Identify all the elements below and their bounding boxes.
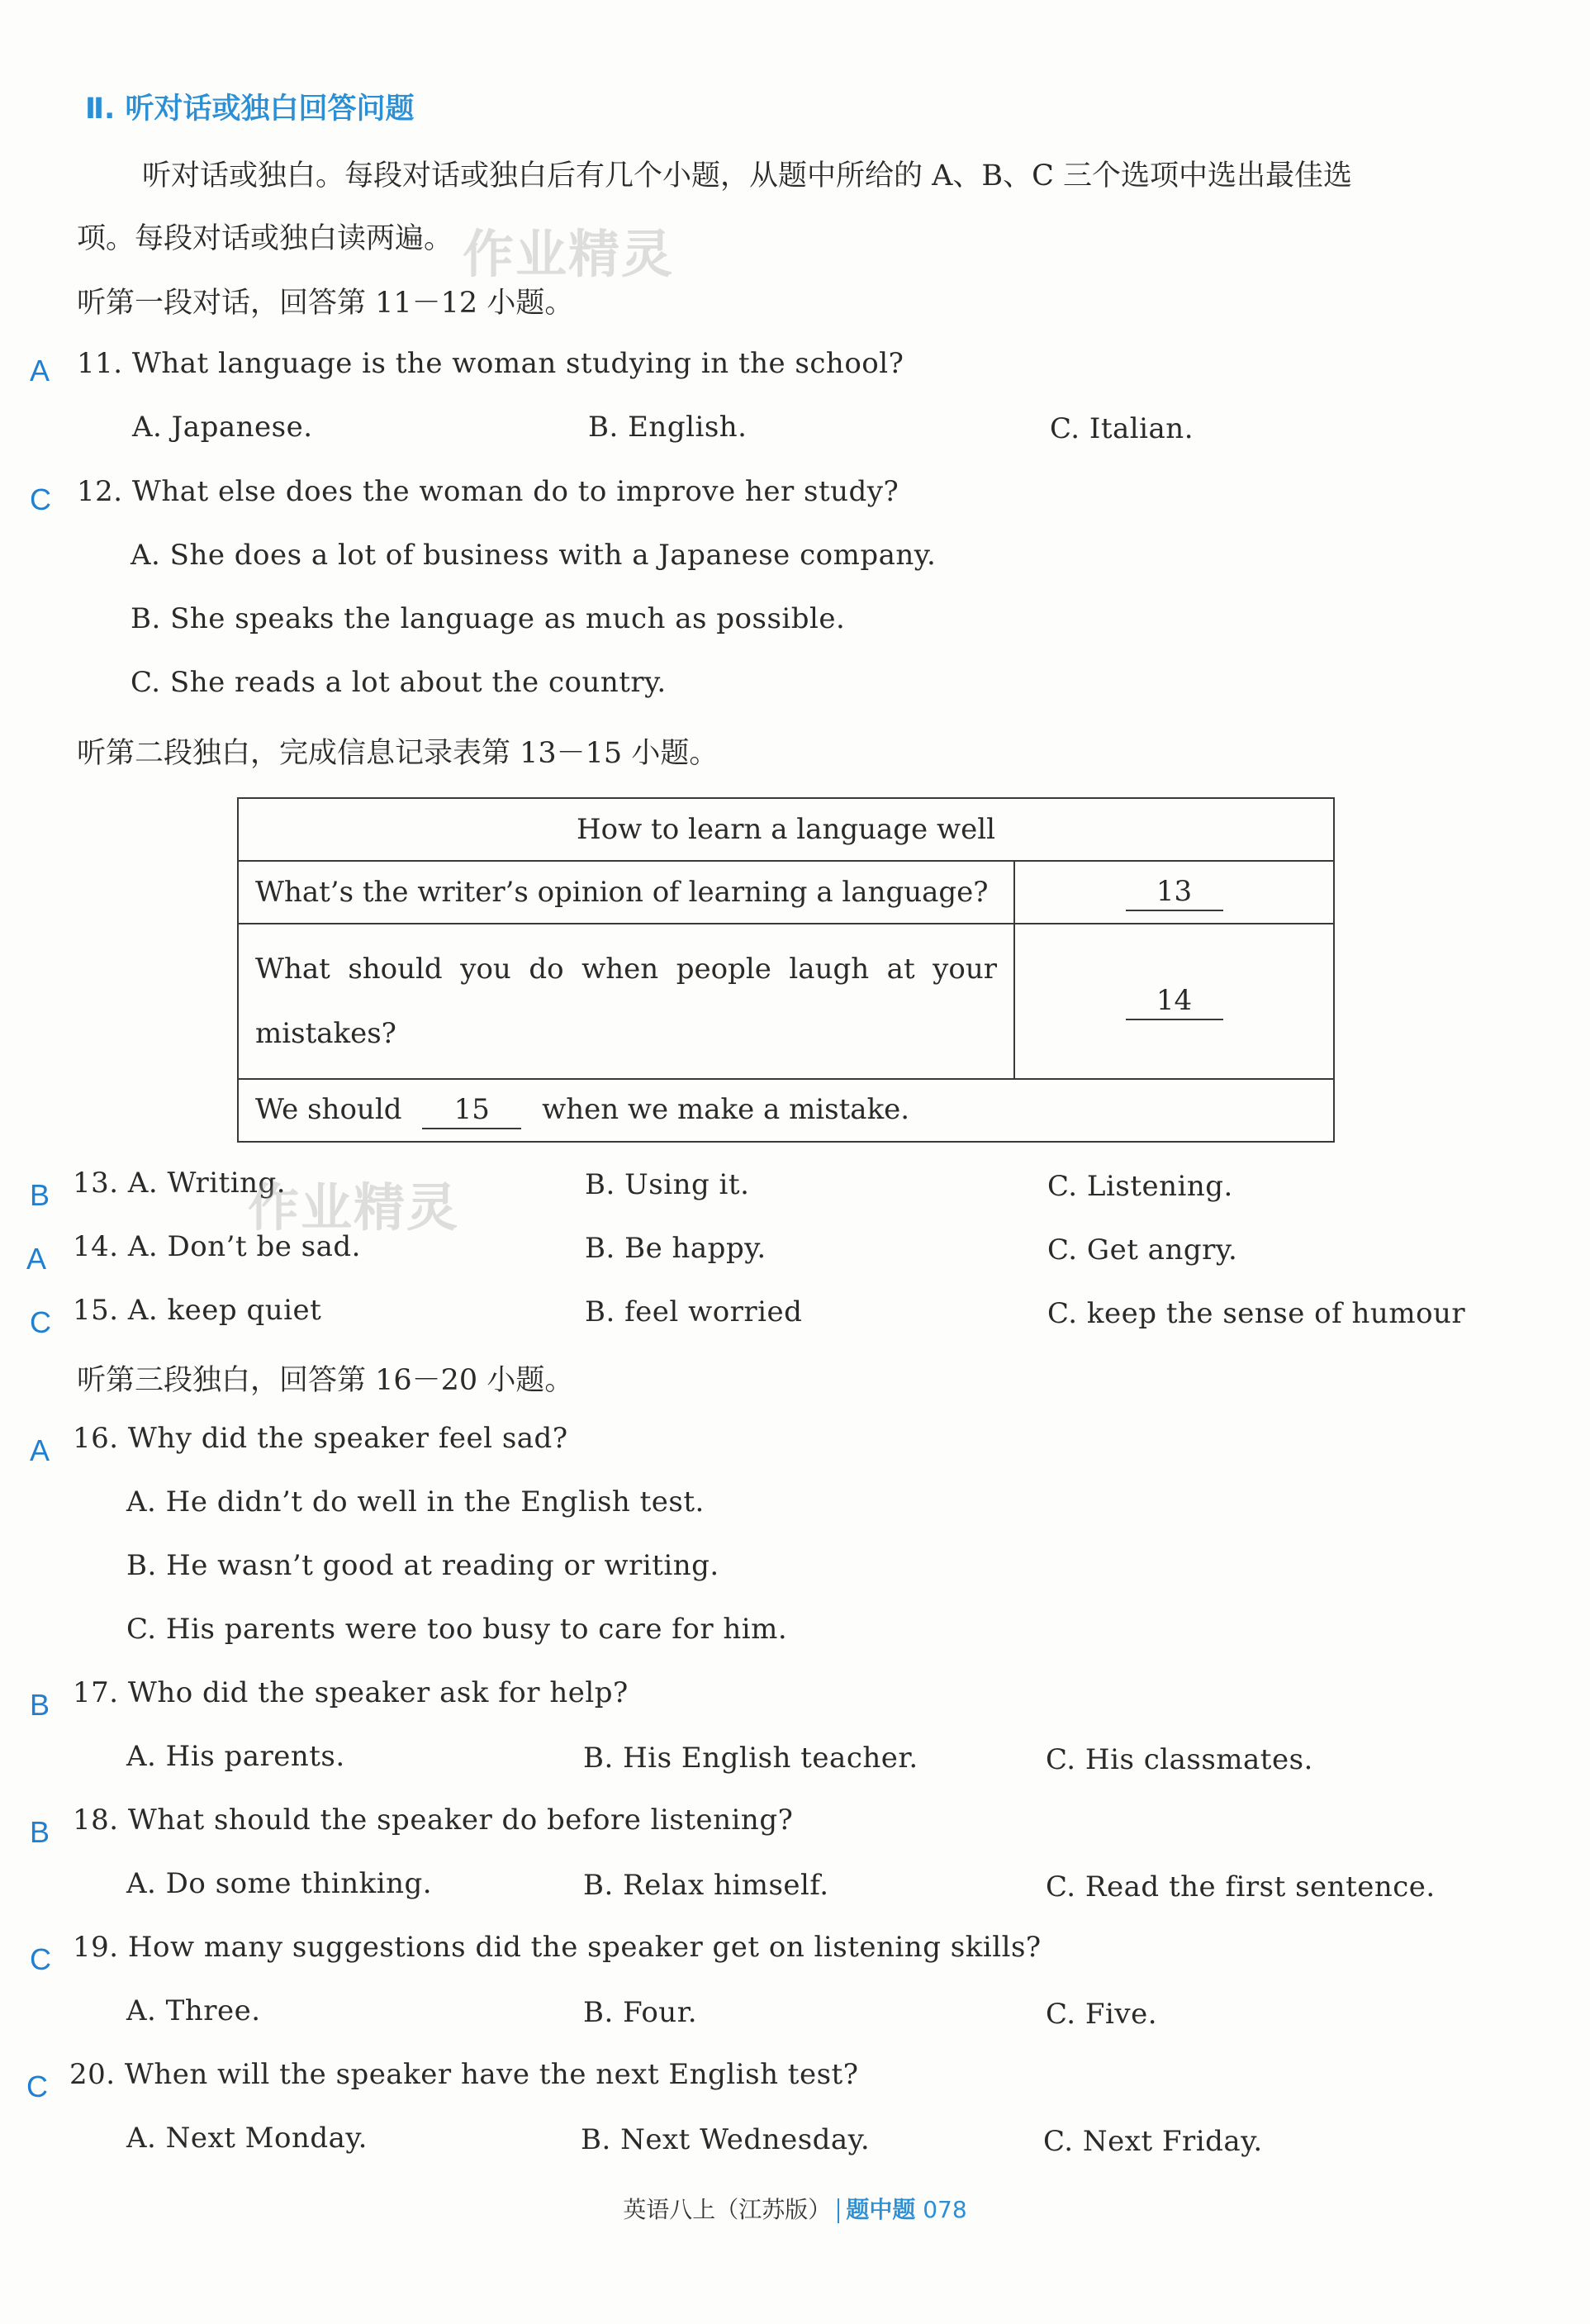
option-b: B. Four.: [583, 1996, 698, 2029]
option-b: B. Relax himself.: [583, 1869, 829, 1902]
watermark: 作业精灵: [248, 1177, 460, 1238]
option-c: C. His classmates.: [1046, 1743, 1313, 1776]
section-title: Ⅱ. 听对话或独白回答问题: [85, 93, 415, 126]
sentence-post: when we make a mistake.: [542, 1092, 910, 1126]
option-a: A. His parents.: [126, 1740, 345, 1773]
part3-heading: 听第三段独白，回答第 16－20 小题。: [77, 1364, 574, 1397]
option-b: B. His English teacher.: [583, 1742, 918, 1775]
option-a: A. Japanese.: [132, 411, 313, 444]
question-stem: 16. Why did the speaker feel sad?: [73, 1422, 568, 1455]
blank-15: 15: [422, 1091, 521, 1129]
instructions-line2: 项。每段对话或独白读两遍。: [77, 222, 453, 255]
option-b: B. feel worried: [585, 1295, 803, 1328]
option-a: A. He didn’t do well in the English test.: [126, 1485, 705, 1518]
option-a: A. Three.: [126, 1994, 261, 2027]
page-number: 078: [923, 2196, 967, 2223]
question-stem: 12. What else does the woman do to improve her study?: [77, 475, 899, 508]
table-blank-cell: [1014, 861, 1334, 924]
option-c: C. Italian.: [1050, 412, 1194, 445]
option-a: A. Next Monday.: [126, 2122, 368, 2155]
option-c: C. Get angry.: [1047, 1233, 1238, 1267]
answer-mark: B: [30, 1178, 50, 1212]
answer-mark: C: [30, 1305, 51, 1339]
option-b: B. She speaks the language as much as possible.: [131, 602, 846, 635]
footer-series: 题中题: [846, 2196, 916, 2223]
option-a: 15. A. keep quiet: [73, 1294, 322, 1327]
watermark: 作业精灵: [463, 224, 675, 284]
table-row-question: What’s the writer’s opinion of learning a language?: [238, 861, 1014, 924]
option-a: 14. A. Don’t be sad.: [73, 1230, 361, 1263]
question-stem: 19. How many suggestions did the speaker get on listening skills?: [73, 1931, 1042, 1964]
question-stem: 18. What should the speaker do before listening?: [73, 1804, 794, 1837]
footer-book: 英语八上（江苏版）: [623, 2196, 832, 2223]
option-c: C. Next Friday.: [1043, 2125, 1263, 2158]
answer-mark: C: [30, 1942, 51, 1976]
answer-mark: A: [30, 354, 50, 387]
table-row-question: What should you do when people laugh at your mistakes?: [238, 924, 1014, 1079]
option-b: B. Using it.: [585, 1168, 750, 1201]
option-b: B. English.: [588, 411, 748, 444]
instructions-line1: 听对话或独白。每段对话或独白后有几个小题，从题中所给的 A、B、C 三个选项中选出最佳选: [142, 159, 1353, 192]
option-c: C. His parents were too busy to care for him.: [126, 1613, 788, 1646]
option-a: A. She does a lot of business with a Japanese company.: [131, 539, 937, 572]
option-c: C. keep the sense of humour: [1047, 1297, 1466, 1330]
option-b: B. Be happy.: [585, 1232, 767, 1265]
question-stem: 11. What language is the woman studying in the school?: [77, 347, 904, 380]
option-c: C. Read the first sentence.: [1046, 1870, 1436, 1903]
info-table: [237, 797, 1335, 1143]
blank-14: 14: [1126, 982, 1223, 1020]
option-b: B. Next Wednesday.: [581, 2123, 871, 2156]
answer-mark: B: [30, 1688, 50, 1722]
option-b: B. He wasn’t good at reading or writing.: [126, 1549, 719, 1582]
answer-mark: C: [26, 2070, 48, 2103]
answer-mark: B: [30, 1815, 50, 1849]
footer-divider: [838, 2198, 839, 2223]
blank-13: 13: [1126, 873, 1223, 911]
option-c: C. Five.: [1046, 1998, 1158, 2031]
option-a: 13. A. Writing.: [73, 1167, 287, 1200]
part2-heading: 听第二段独白，完成信息记录表第 13－15 小题。: [77, 737, 719, 770]
question-stem: 20. When will the speaker have the next English test?: [69, 2058, 859, 2091]
part1-heading: 听第一段对话，回答第 11－12 小题。: [77, 287, 574, 320]
table-blank-cell: [1014, 924, 1334, 1079]
question-stem: 17. Who did the speaker ask for help?: [73, 1676, 629, 1709]
page-footer: [0, 2192, 1590, 2225]
table-title: How to learn a language well: [238, 798, 1334, 861]
option-a: A. Do some thinking.: [126, 1867, 433, 1900]
sentence-pre: We should: [255, 1092, 402, 1126]
answer-mark: A: [26, 1242, 47, 1276]
option-c: C. She reads a lot about the country.: [131, 666, 667, 699]
answer-mark: A: [30, 1433, 50, 1467]
option-c: C. Listening.: [1047, 1170, 1233, 1203]
answer-mark: C: [30, 482, 51, 516]
table-row-sentence: [238, 1079, 1334, 1142]
